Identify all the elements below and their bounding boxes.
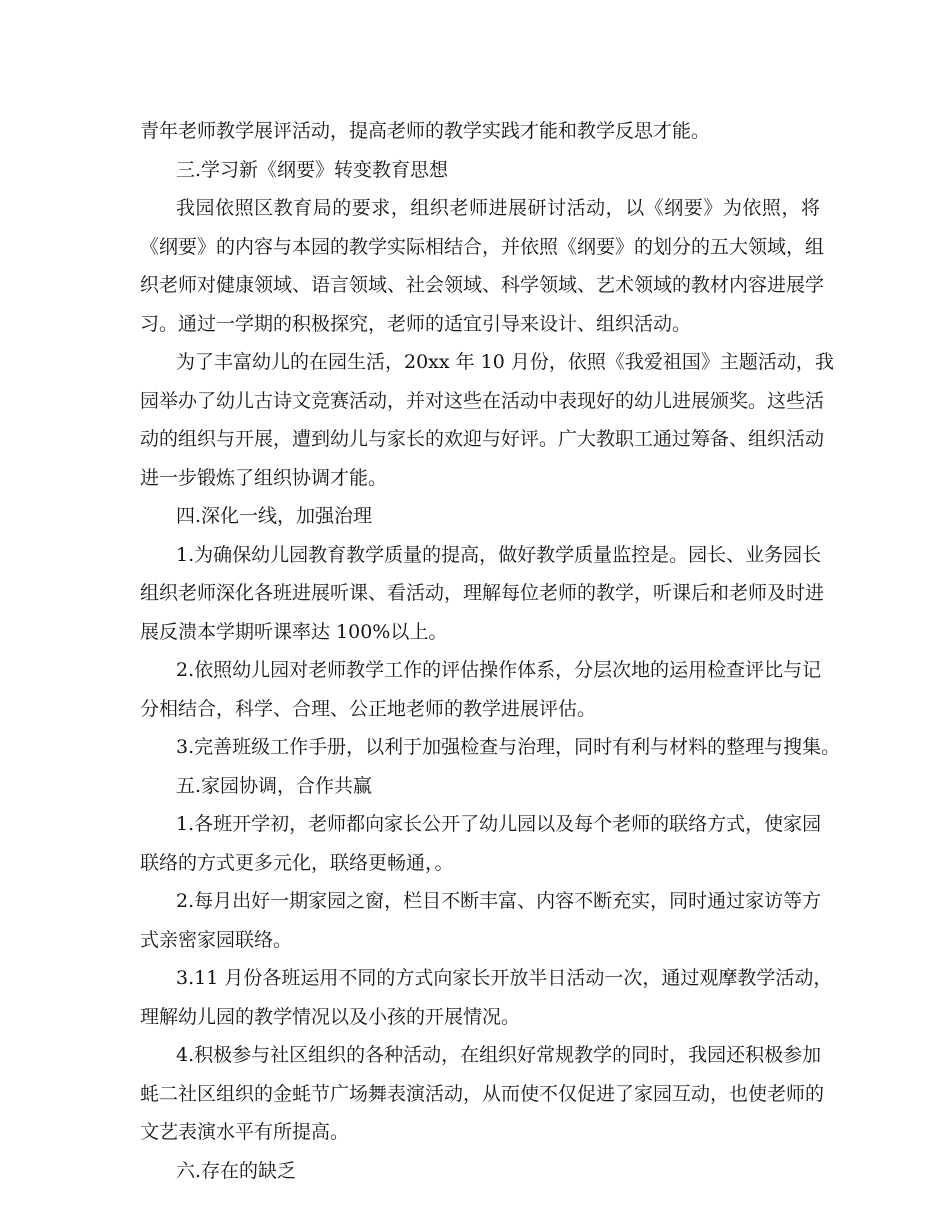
text-line: 动的组织与开展，遭到幼儿与家长的欢迎与好评。广大教职工通过筹备、组织活动 xyxy=(140,428,825,450)
text-line: 理解幼儿园的教学情况以及小孩的开展情况。 xyxy=(140,1005,521,1028)
text-line: 1.为确保幼儿园教育教学质量的提高，做好教学质量监控是。园长、业务园长 xyxy=(176,543,822,566)
text-line: 1.各班开学初，老师都向家长公开了幼儿园以及每个老师的联络方式，使家园 xyxy=(176,813,822,835)
section-heading: 六.存在的缺乏 xyxy=(176,1159,297,1182)
section-heading: 四.深化一线，加强治理 xyxy=(176,505,373,527)
text-line: 4.积极参与社区组织的各种活动，在组织好常规教学的同时，我园还积极参加 xyxy=(176,1044,822,1066)
text-line: 2.每月出好一期家园之窗，栏目不断丰富、内容不断充实，同时通过家访等方 xyxy=(176,890,822,912)
text-line: 《纲要》的内容与本园的教学实际相结合，并依照《纲要》的划分的五大领域，组 xyxy=(140,235,825,258)
text-line: 联络的方式更多元化，联络更畅通，。 xyxy=(140,851,454,874)
text-line: 蚝二社区组织的金蚝节广场舞表演活动，从而使不仅促进了家园互动，也使老师的 xyxy=(140,1082,825,1105)
text-line: 文艺表演水平有所提高。 xyxy=(140,1121,350,1143)
text-line: 2.依照幼儿园对老师教学工作的评估操作体系，分层次地的运用检查评比与记 xyxy=(176,659,822,681)
text-line: 织老师对健康领域、语言领域、社会领域、科学领域、艺术领域的教材内容进展学 xyxy=(140,274,825,296)
text-line: 分相结合，科学、合理、公正地老师的教学进展评估。 xyxy=(140,697,597,720)
text-line: 式亲密家园联络。 xyxy=(140,928,293,951)
text-line: 组织老师深化各班进展听课、看活动，理解每位老师的教学，听课后和老师及时进 xyxy=(140,582,825,604)
text-line: 青年老师教学展评活动，提高老师的教学实践才能和教学反思才能。 xyxy=(140,120,711,142)
text-line: 我园依照区教育局的要求，组织老师进展研讨活动，以《纲要》为依照，将 xyxy=(176,197,820,219)
document-body xyxy=(140,112,841,1190)
text-line: 进一步锻炼了组织协调才能。 xyxy=(140,466,388,489)
text-line: 3.完善班级工作手册，以利于加强检查与治理，同时有利与材料的整理与搜集。 xyxy=(176,736,841,758)
section-heading: 三.学习新《纲要》转变教育思想 xyxy=(176,158,449,181)
text-line: 为了丰富幼儿的在园生活，20xx 年 10 月份，依照《我爱祖国》主题活动，我 xyxy=(176,351,834,373)
text-line: 展反溃本学期听课率达 100%以上。 xyxy=(140,620,448,643)
section-heading: 五.家园协调，合作共赢 xyxy=(176,774,373,797)
text-line: 习。通过一学期的积极探究，老师的适宜引导来设计、组织活动。 xyxy=(140,312,692,335)
text-line: 园举办了幼儿古诗文竞赛活动，并对这些在活动中表现好的幼儿进展颁奖。这些活 xyxy=(140,389,825,412)
text-line: 3.11 月份各班运用不同的方式向家长开放半日活动一次，通过观摩教学活动， xyxy=(176,967,833,989)
